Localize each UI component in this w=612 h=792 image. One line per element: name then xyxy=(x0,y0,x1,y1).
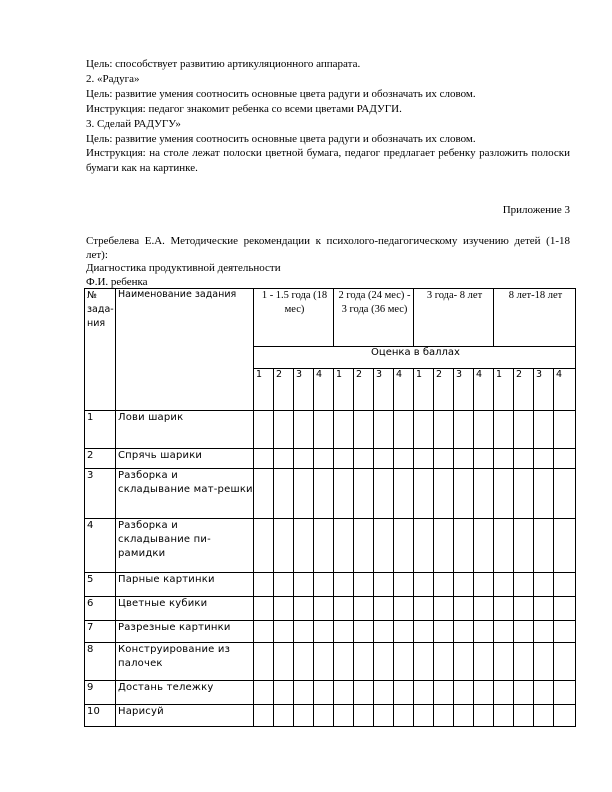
score-cell[interactable] xyxy=(454,411,474,449)
score-cell[interactable] xyxy=(414,469,434,519)
task-number: 3 xyxy=(85,469,116,519)
score-cell[interactable] xyxy=(514,519,534,573)
score-cell[interactable] xyxy=(354,573,374,597)
score-cell[interactable] xyxy=(414,681,434,705)
score-cell[interactable] xyxy=(514,573,534,597)
score-cell[interactable] xyxy=(274,411,294,449)
score-col-label: 2 xyxy=(514,369,534,411)
score-cell[interactable] xyxy=(354,643,374,681)
score-cell[interactable] xyxy=(474,449,494,469)
age-group-1: 1 - 1.5 года (18 мес) xyxy=(254,289,334,347)
score-cell[interactable] xyxy=(354,469,374,519)
score-cell[interactable] xyxy=(534,681,554,705)
age-group-3: 3 года- 8 лет xyxy=(414,289,494,347)
score-cell[interactable] xyxy=(454,573,474,597)
task-name: Цветные кубики xyxy=(116,597,254,621)
score-cell[interactable] xyxy=(474,621,494,643)
score-cell[interactable] xyxy=(494,705,514,727)
score-cell[interactable] xyxy=(334,681,354,705)
subtitle: Диагностика продуктивной деятельности xyxy=(86,262,281,274)
score-col-label: 3 xyxy=(534,369,554,411)
table-row xyxy=(85,621,576,643)
score-cell[interactable] xyxy=(554,621,576,643)
score-cell[interactable] xyxy=(554,643,576,681)
score-cell[interactable] xyxy=(474,573,494,597)
score-col-label: 1 xyxy=(494,369,514,411)
score-cell[interactable] xyxy=(314,519,334,573)
score-cell[interactable] xyxy=(414,411,434,449)
task-number: 6 xyxy=(85,597,116,621)
score-cell[interactable] xyxy=(374,573,394,597)
score-cell[interactable] xyxy=(274,469,294,519)
score-cell[interactable] xyxy=(334,573,354,597)
score-cell[interactable] xyxy=(434,621,454,643)
table-row xyxy=(85,519,576,573)
task-name: Достань тележку xyxy=(116,681,254,705)
score-cell[interactable] xyxy=(414,705,434,727)
score-cell[interactable] xyxy=(494,449,514,469)
score-cell[interactable] xyxy=(294,519,314,573)
score-cell[interactable] xyxy=(414,519,434,573)
score-cell[interactable] xyxy=(314,621,334,643)
table-row xyxy=(85,597,576,621)
table-row xyxy=(85,469,576,519)
score-cell[interactable] xyxy=(394,449,414,469)
score-cell[interactable] xyxy=(434,411,454,449)
score-col-label: 1 xyxy=(254,369,274,411)
score-cell[interactable] xyxy=(394,621,414,643)
score-cell[interactable] xyxy=(514,469,534,519)
score-cell[interactable] xyxy=(474,519,494,573)
citation: Стребелева Е.А. Методические рекомендации к психолого-педагогическому изучению детей (1-18 лет): xyxy=(86,235,570,261)
score-cell[interactable] xyxy=(374,411,394,449)
score-cell[interactable] xyxy=(374,597,394,621)
score-cell[interactable] xyxy=(394,519,414,573)
task-name: Разборка и складывание пи-рамидки xyxy=(116,519,254,573)
score-cell[interactable] xyxy=(474,643,494,681)
score-cell[interactable] xyxy=(334,411,354,449)
table-row xyxy=(85,573,576,597)
score-cell[interactable] xyxy=(374,643,394,681)
score-cell[interactable] xyxy=(334,621,354,643)
score-cell[interactable] xyxy=(434,449,454,469)
score-cell[interactable] xyxy=(294,469,314,519)
score-cell[interactable] xyxy=(534,469,554,519)
score-cell[interactable] xyxy=(354,621,374,643)
score-cell[interactable] xyxy=(454,681,474,705)
score-cell[interactable] xyxy=(334,519,354,573)
score-cell[interactable] xyxy=(434,469,454,519)
score-cell[interactable] xyxy=(354,411,374,449)
score-cell[interactable] xyxy=(394,681,414,705)
score-cell[interactable] xyxy=(534,449,554,469)
task-number: 4 xyxy=(85,519,116,573)
score-cell[interactable] xyxy=(394,705,414,727)
score-col-label: 4 xyxy=(474,369,494,411)
score-cell[interactable] xyxy=(454,705,474,727)
score-cell[interactable] xyxy=(394,573,414,597)
score-cell[interactable] xyxy=(494,621,514,643)
score-header: Оценка в баллах xyxy=(254,347,576,369)
table-row xyxy=(85,705,576,727)
score-cell[interactable] xyxy=(314,449,334,469)
score-cell[interactable] xyxy=(434,519,454,573)
score-cell[interactable] xyxy=(554,573,576,597)
score-cell[interactable] xyxy=(474,597,494,621)
score-cell[interactable] xyxy=(294,621,314,643)
task-title-make-rainbow: 3. Сделай РАДУГУ» xyxy=(86,118,181,130)
score-col-label: 2 xyxy=(434,369,454,411)
score-cell[interactable] xyxy=(494,411,514,449)
header-task-number: № зада-ния xyxy=(85,289,116,411)
score-cell[interactable] xyxy=(514,621,534,643)
score-cell[interactable] xyxy=(334,449,354,469)
score-cell[interactable] xyxy=(354,597,374,621)
table-row xyxy=(85,411,576,449)
task-name: Разборка и складывание мат-решки xyxy=(116,469,254,519)
task-number: 1 xyxy=(85,411,116,449)
score-cell[interactable] xyxy=(394,643,414,681)
score-col-label: 4 xyxy=(394,369,414,411)
score-cell[interactable] xyxy=(314,573,334,597)
score-cell[interactable] xyxy=(374,705,394,727)
score-cell[interactable] xyxy=(474,681,494,705)
score-cell[interactable] xyxy=(534,519,554,573)
score-cell[interactable] xyxy=(314,681,334,705)
score-cell[interactable] xyxy=(254,519,274,573)
score-cell[interactable] xyxy=(334,469,354,519)
task-number: 2 xyxy=(85,449,116,469)
score-col-label: 2 xyxy=(354,369,374,411)
age-group-4: 8 лет-18 лет xyxy=(494,289,576,347)
score-cell[interactable] xyxy=(554,519,576,573)
score-col-label: 3 xyxy=(294,369,314,411)
score-cell[interactable] xyxy=(534,643,554,681)
score-cell[interactable] xyxy=(374,621,394,643)
task-number: 7 xyxy=(85,621,116,643)
age-group-2: 2 года (24 мес) - 3 года (36 мес) xyxy=(334,289,414,347)
score-cell[interactable] xyxy=(334,597,354,621)
score-cell[interactable] xyxy=(354,681,374,705)
score-cell[interactable] xyxy=(454,519,474,573)
score-cell[interactable] xyxy=(354,449,374,469)
score-cell[interactable] xyxy=(314,469,334,519)
task-title-rainbow: 2. «Радуга» xyxy=(86,73,140,85)
score-cell[interactable] xyxy=(354,705,374,727)
score-cell[interactable] xyxy=(474,411,494,449)
score-cell[interactable] xyxy=(414,643,434,681)
header-task-name: Наименование задания xyxy=(116,289,254,411)
score-col-label: 1 xyxy=(414,369,434,411)
score-cell[interactable] xyxy=(434,597,454,621)
score-col-label: 2 xyxy=(274,369,294,411)
score-cell[interactable] xyxy=(494,469,514,519)
score-cell[interactable] xyxy=(334,643,354,681)
goal-line-1: Цель: способствует развитию артикуляционного аппарата. xyxy=(86,58,361,70)
score-cell[interactable] xyxy=(494,519,514,573)
score-cell[interactable] xyxy=(254,705,274,727)
score-cell[interactable] xyxy=(334,705,354,727)
score-cell[interactable] xyxy=(294,411,314,449)
score-cell[interactable] xyxy=(254,573,274,597)
score-col-label: 4 xyxy=(554,369,576,411)
score-cell[interactable] xyxy=(494,643,514,681)
score-cell[interactable] xyxy=(274,573,294,597)
fio-label: Ф.И. ребенка xyxy=(86,276,148,288)
score-cell[interactable] xyxy=(554,705,576,727)
score-cell[interactable] xyxy=(254,643,274,681)
score-cell[interactable] xyxy=(274,519,294,573)
table-row xyxy=(85,449,576,469)
score-col-label: 1 xyxy=(334,369,354,411)
table-row xyxy=(85,643,576,681)
score-col-label: 3 xyxy=(374,369,394,411)
assessment-table xyxy=(84,288,576,727)
task-name: Спрячь шарики xyxy=(116,449,254,469)
task-number: 9 xyxy=(85,681,116,705)
score-cell[interactable] xyxy=(314,643,334,681)
goal-line-2: Цель: развитие умения соотносить основные цвета радуги и обозначать их словом. xyxy=(86,88,476,100)
score-cell[interactable] xyxy=(254,469,274,519)
score-cell[interactable] xyxy=(374,681,394,705)
score-cell[interactable] xyxy=(434,705,454,727)
score-cell[interactable] xyxy=(454,449,474,469)
score-cell[interactable] xyxy=(534,705,554,727)
score-cell[interactable] xyxy=(454,621,474,643)
task-name: Лови шарик xyxy=(116,411,254,449)
score-cell[interactable] xyxy=(434,643,454,681)
score-cell[interactable] xyxy=(414,573,434,597)
score-cell[interactable] xyxy=(554,597,576,621)
score-cell[interactable] xyxy=(314,597,334,621)
score-cell[interactable] xyxy=(434,681,454,705)
table-row xyxy=(85,681,576,705)
score-cell[interactable] xyxy=(554,411,576,449)
score-col-label: 3 xyxy=(454,369,474,411)
score-cell[interactable] xyxy=(374,449,394,469)
task-name: Разрезные картинки xyxy=(116,621,254,643)
score-cell[interactable] xyxy=(514,449,534,469)
appendix-label: Приложение 3 xyxy=(502,204,570,216)
score-cell[interactable] xyxy=(554,681,576,705)
task-number: 8 xyxy=(85,643,116,681)
score-cell[interactable] xyxy=(494,597,514,621)
score-cell[interactable] xyxy=(534,621,554,643)
instruction-line-2: Инструкция: на столе лежат полоски цветной бумага, педагог предлагает ребенку разложить полоски бумаги как на картинке. xyxy=(86,147,570,174)
score-cell[interactable] xyxy=(394,411,414,449)
score-cell[interactable] xyxy=(534,411,554,449)
score-cell[interactable] xyxy=(534,573,554,597)
score-cell[interactable] xyxy=(514,681,534,705)
score-cell[interactable] xyxy=(394,469,414,519)
score-cell[interactable] xyxy=(314,705,334,727)
score-cell[interactable] xyxy=(534,597,554,621)
instruction-line-1: Инструкция: педагог знакомит ребенка со всеми цветами РАДУГИ. xyxy=(86,103,402,115)
score-cell[interactable] xyxy=(374,469,394,519)
score-cell[interactable] xyxy=(254,681,274,705)
score-cell[interactable] xyxy=(254,621,274,643)
score-cell[interactable] xyxy=(494,573,514,597)
score-cell[interactable] xyxy=(254,597,274,621)
score-cell[interactable] xyxy=(254,411,274,449)
score-cell[interactable] xyxy=(514,597,534,621)
score-cell[interactable] xyxy=(414,449,434,469)
score-cell[interactable] xyxy=(434,573,454,597)
goal-line-3: Цель: развитие умения соотносить основные цвета радуги и обозначать их словом. xyxy=(86,133,476,145)
task-name: Нарисуй xyxy=(116,705,254,727)
score-cell[interactable] xyxy=(294,643,314,681)
score-cell[interactable] xyxy=(274,681,294,705)
task-name: Конструирование из палочек xyxy=(116,643,254,681)
score-cell[interactable] xyxy=(274,597,294,621)
score-cell[interactable] xyxy=(514,705,534,727)
task-number: 10 xyxy=(85,705,116,727)
score-cell[interactable] xyxy=(474,705,494,727)
score-cell[interactable] xyxy=(474,469,494,519)
score-cell[interactable] xyxy=(354,519,374,573)
score-cell[interactable] xyxy=(394,597,414,621)
score-cell[interactable] xyxy=(274,621,294,643)
score-cell[interactable] xyxy=(294,705,314,727)
score-cell[interactable] xyxy=(414,621,434,643)
score-cell[interactable] xyxy=(454,597,474,621)
score-cell[interactable] xyxy=(414,597,434,621)
score-cell[interactable] xyxy=(554,469,576,519)
score-cell[interactable] xyxy=(274,449,294,469)
score-col-label: 4 xyxy=(314,369,334,411)
score-cell[interactable] xyxy=(514,643,534,681)
score-cell[interactable] xyxy=(294,449,314,469)
score-cell[interactable] xyxy=(454,469,474,519)
score-cell[interactable] xyxy=(374,519,394,573)
score-cell[interactable] xyxy=(494,681,514,705)
score-cell[interactable] xyxy=(294,573,314,597)
score-cell[interactable] xyxy=(554,449,576,469)
score-cell[interactable] xyxy=(294,597,314,621)
score-cell[interactable] xyxy=(454,643,474,681)
score-cell[interactable] xyxy=(274,643,294,681)
task-number: 5 xyxy=(85,573,116,597)
score-cell[interactable] xyxy=(514,411,534,449)
task-name: Парные картинки xyxy=(116,573,254,597)
score-cell[interactable] xyxy=(274,705,294,727)
score-cell[interactable] xyxy=(254,449,274,469)
score-cell[interactable] xyxy=(294,681,314,705)
score-cell[interactable] xyxy=(314,411,334,449)
